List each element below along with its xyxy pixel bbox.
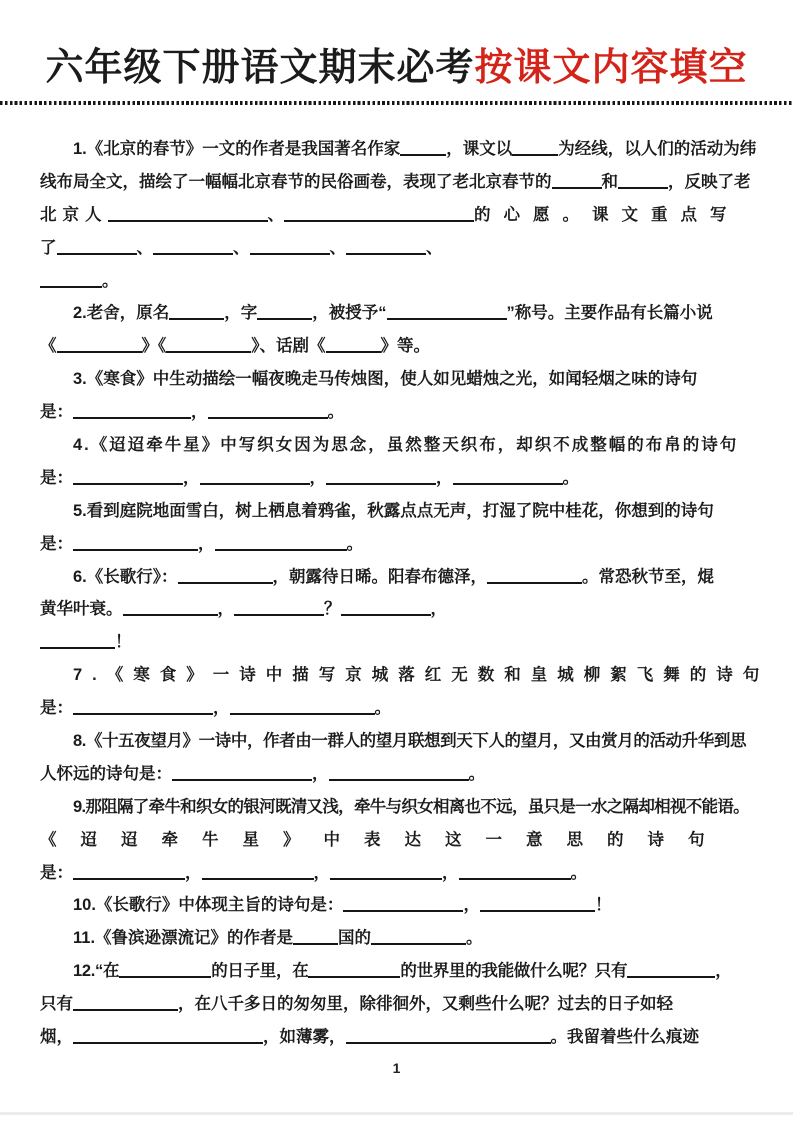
blank-line — [166, 336, 251, 353]
question-5-line — [40, 495, 752, 528]
question-9-line — [40, 824, 752, 857]
blank-line — [178, 567, 273, 584]
question-text: 、 — [329, 238, 346, 257]
question-3-line — [40, 363, 752, 396]
question-text: ！ — [594, 896, 612, 915]
question-text: 为经线，以人们的活动为纬 — [558, 140, 757, 158]
question-text: 。我留着些什么痕迹 — [550, 1028, 699, 1047]
question-text: 、 — [136, 238, 153, 257]
question-text: 。 — [570, 863, 587, 882]
question-text: 。常恐秋节至，焜 — [582, 567, 715, 586]
question-text: 《 — [40, 337, 57, 356]
question-1-line — [40, 265, 752, 298]
question-text: ”称号。主要作品有长篇小说 — [506, 304, 713, 323]
question-text: 《迢迢牵牛星》中表达这一意思的诗句 — [40, 830, 729, 849]
question-text: 是： — [40, 468, 73, 487]
question-text: 是： — [40, 534, 73, 553]
question-3-line — [40, 396, 752, 429]
question-text: 的心愿。课文重点写 — [474, 205, 740, 224]
blank-line — [341, 599, 431, 616]
question-text: 人怀远的诗句是： — [40, 764, 172, 783]
blank-line — [326, 336, 381, 353]
blank-line — [73, 863, 185, 880]
question-text: 。 — [327, 403, 344, 422]
question-text: 7.《寒食》一诗中描写京城落红无数和皇城柳絮飞舞的诗句 — [73, 666, 770, 685]
question-text: 4.《迢迢牵牛星》中写织女因为思念，虽然整天织布，却织不成整幅的布帛的诗句 — [73, 436, 739, 455]
blank-line — [208, 402, 328, 419]
question-text: 6.《长歌行》： — [73, 567, 178, 586]
question-text: 、 — [267, 205, 284, 224]
question-6-line — [40, 626, 752, 659]
question-text: 、 — [233, 238, 250, 257]
question-text: 烟， — [40, 1028, 73, 1047]
question-text: 2.老舍，原名 — [73, 304, 170, 323]
question-text: 是： — [40, 699, 73, 718]
question-8-line — [40, 758, 752, 791]
blank-line — [123, 599, 218, 616]
question-text: ， — [217, 600, 234, 619]
question-text: ， — [463, 896, 480, 915]
blank-line — [346, 238, 426, 255]
question-text: 的日子里，在 — [211, 962, 309, 981]
question-text: 。 — [346, 534, 363, 553]
page-number: 1 — [392, 1060, 401, 1076]
question-text: ，在八千多日的匆匆里，除徘徊外，又剩些什么呢？过去的日子如轻 — [178, 995, 673, 1014]
question-4-line — [40, 429, 752, 462]
blank-line — [57, 336, 142, 353]
blank-line — [172, 764, 312, 781]
question-text: ，课文以 — [446, 140, 513, 158]
question-5-line — [40, 528, 752, 561]
blank-line — [250, 238, 330, 255]
question-text: ， — [198, 534, 215, 553]
question-text: 8.《十五夜望月》一诗中，作者由一群人的望月联想到天下人的望月，又由赏月的活动升华到思 — [73, 732, 747, 751]
question-text: 》《 — [141, 337, 167, 356]
question-text: ？ — [324, 600, 341, 619]
question-12-line — [40, 988, 752, 1021]
question-text: 了 — [40, 238, 57, 257]
question-1-line — [40, 166, 752, 199]
blank-line — [487, 567, 582, 584]
blank-line — [73, 994, 178, 1011]
blank-line — [57, 238, 137, 255]
question-8-line — [40, 725, 752, 758]
question-text: 5.看到庭院地面雪白，树上栖息着鸦雀，秋露点点无声，打湿了院中桂花，你想到的诗句 — [73, 501, 714, 520]
blank-line — [108, 205, 268, 222]
question-text: 10.《长歌行》中体现主旨的诗句是： — [73, 896, 344, 915]
blank-line — [153, 238, 233, 255]
blank-line — [293, 928, 338, 945]
question-text: ， — [312, 764, 329, 783]
blank-line — [330, 863, 442, 880]
blank-line — [169, 303, 224, 320]
blank-line — [73, 534, 198, 551]
blank-line — [329, 764, 469, 781]
question-text: ， — [191, 403, 208, 422]
question-text: 是： — [40, 403, 73, 422]
question-text: ，朝露待日晞。阳春布德泽， — [272, 567, 488, 586]
blank-line — [459, 863, 571, 880]
question-text: 》等。 — [380, 337, 430, 356]
question-6-line — [40, 593, 752, 626]
question-text: 》、话剧《 — [251, 337, 326, 356]
scan-edge-shadow — [0, 1112, 793, 1115]
question-text: ， — [183, 468, 200, 487]
question-text: 11.《鲁滨逊漂流记》的作者是 — [73, 929, 294, 948]
page-title — [0, 36, 793, 91]
blank-line — [627, 961, 715, 978]
question-text: 9.那阻隔了牵牛和织女的银河既清又浅，牵牛与织女相离也不远，虽只是一水之隔却相视不能语。 — [73, 797, 749, 816]
question-text: 和 — [601, 172, 618, 191]
question-text: ，字 — [224, 304, 258, 323]
blank-line — [453, 468, 563, 485]
blank-line — [346, 1027, 551, 1044]
question-text: 国的 — [338, 929, 372, 948]
question-text: 。 — [466, 929, 483, 948]
blank-line — [73, 698, 213, 715]
blank-line — [371, 928, 466, 945]
question-text: ，被授予“ — [312, 304, 387, 323]
question-12-line — [40, 1021, 752, 1054]
question-text: 只有 — [40, 995, 73, 1014]
question-text: 3.《寒食》中生动描绘一幅夜晚走马传烛图，使人如见蜡烛之光，如闻轻烟之味的诗句 — [73, 370, 698, 389]
blank-line — [215, 534, 347, 551]
question-text: ， — [430, 600, 447, 619]
question-6-line — [40, 561, 752, 594]
blank-line — [512, 139, 558, 156]
question-text: ， — [309, 468, 326, 487]
blank-line — [73, 402, 191, 419]
question-text: 。 — [562, 468, 579, 487]
question-text: 北京人 — [40, 205, 108, 224]
question-text: 。 — [102, 271, 119, 290]
question-text: 线布局全文，描绘了一幅幅北京春节的民俗画卷，表现了老北京春节的 — [40, 172, 552, 191]
question-1-line — [40, 133, 757, 166]
dotted-divider — [0, 101, 793, 105]
question-text: ， — [313, 863, 330, 882]
blank-line — [257, 303, 312, 320]
blank-line — [40, 271, 102, 288]
question-text: 是： — [40, 863, 73, 882]
blank-line — [234, 599, 324, 616]
question-11-line — [40, 922, 752, 955]
question-text: ， — [715, 962, 732, 981]
question-text: 黄华叶衰。 — [40, 600, 123, 619]
question-12-line — [40, 955, 752, 988]
question-text: 。 — [374, 699, 391, 718]
blank-line — [73, 468, 183, 485]
question-1-line — [40, 232, 752, 265]
question-9-line — [40, 791, 752, 824]
question-text: 、 — [426, 238, 443, 257]
blank-line — [200, 468, 310, 485]
blank-line — [202, 863, 314, 880]
question-4-line — [40, 462, 752, 495]
blank-line — [40, 632, 115, 649]
blank-line — [480, 895, 595, 912]
question-text: ， — [185, 863, 202, 882]
question-text: 12.“在 — [73, 962, 120, 981]
question-9-line — [40, 857, 752, 890]
question-7-line — [40, 659, 770, 692]
document-body — [40, 133, 770, 1054]
question-text: 的世界里的我能做什么呢？只有 — [400, 962, 628, 981]
blank-line — [308, 961, 400, 978]
blank-line — [387, 303, 507, 320]
blank-line — [400, 139, 446, 156]
question-2-line — [40, 297, 752, 330]
question-2-line — [40, 330, 752, 363]
question-text: ，如薄雾， — [263, 1028, 346, 1047]
question-1-line — [40, 199, 752, 232]
blank-line — [284, 205, 474, 222]
question-text: ， — [442, 863, 459, 882]
page-title-red-part: 按课文内容填空 — [474, 47, 748, 89]
blank-line — [552, 172, 602, 189]
blank-line — [230, 698, 375, 715]
question-10-line — [40, 889, 752, 922]
question-text: 1.《北京的春节》一文的作者是我国著名作家 — [73, 140, 401, 158]
blank-line — [73, 1027, 263, 1044]
question-text: ！ — [115, 633, 132, 652]
question-text: ， — [436, 468, 453, 487]
blank-line — [618, 172, 668, 189]
question-text: ， — [213, 699, 230, 718]
question-text: ，反映了老 — [668, 172, 751, 191]
blank-line — [343, 895, 463, 912]
question-7-line — [40, 692, 752, 725]
page-title-black-part: 六年级下册语文期末必考 — [45, 47, 475, 89]
blank-line — [326, 468, 436, 485]
question-text: 。 — [468, 764, 485, 783]
blank-line — [119, 961, 211, 978]
